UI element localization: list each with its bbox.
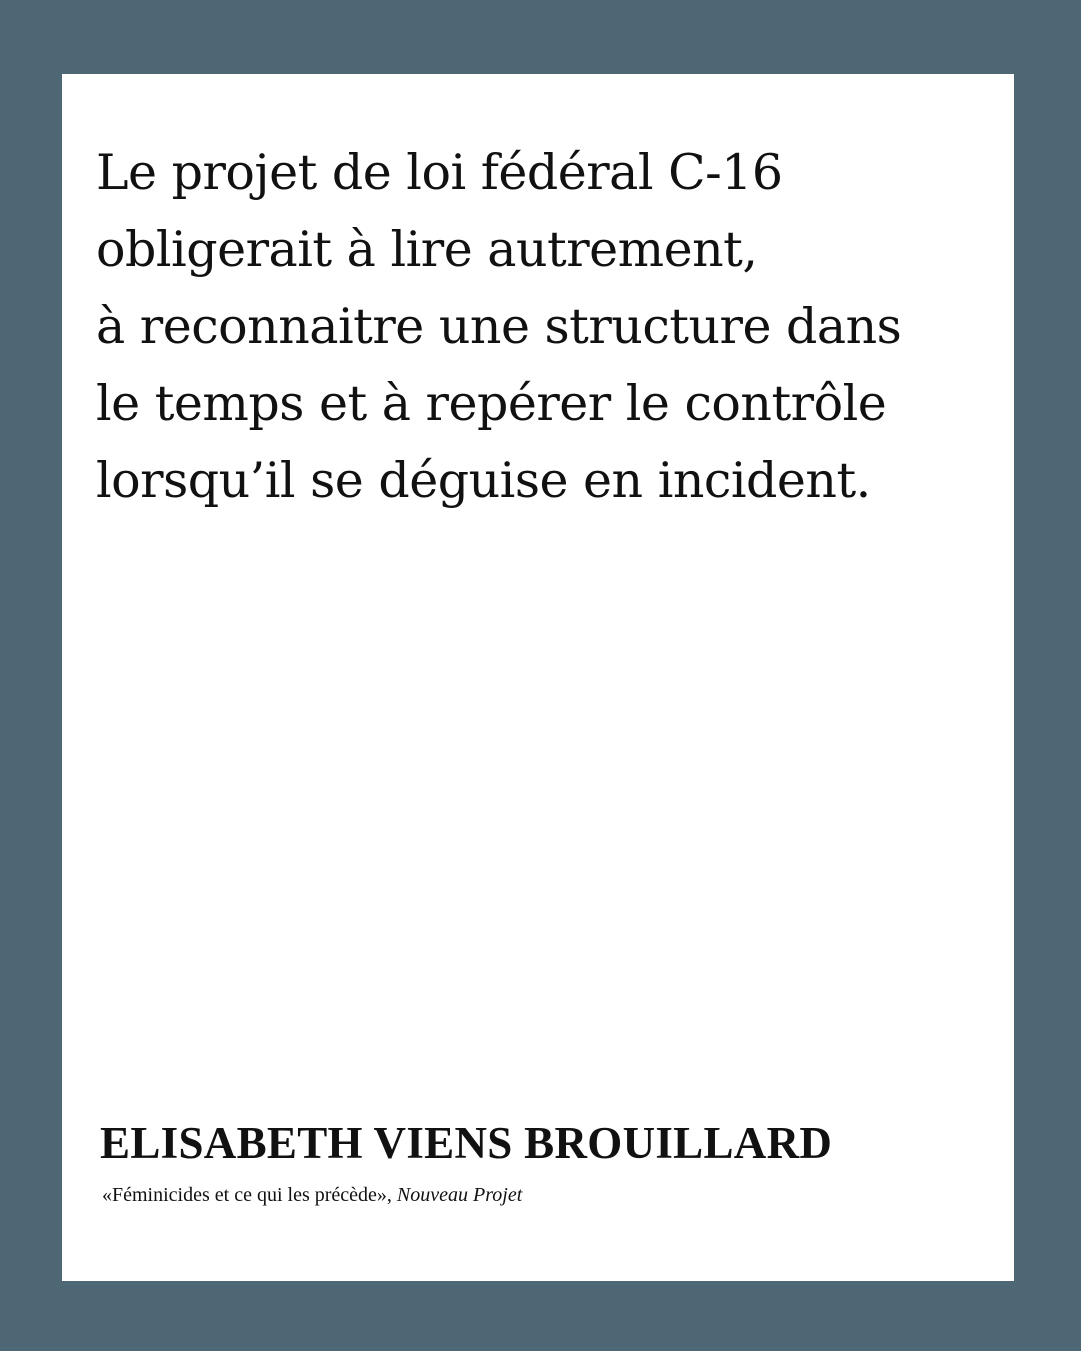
- quote-text: [96, 134, 996, 519]
- source-citation: [102, 1182, 522, 1208]
- quote-line: le temps et à repérer le contrôle: [96, 375, 887, 432]
- quote-line: obligerait à lire autrement,: [96, 221, 758, 278]
- author-name: ELISABETH VIENS BROUILLARD: [100, 1118, 833, 1168]
- quote-line: lorsqu’il se déguise en incident.: [96, 452, 871, 509]
- publication-name: Nouveau Projet: [396, 1184, 523, 1206]
- quote-line: Le projet de loi fédéral C-16: [96, 144, 783, 201]
- quote-line: à reconnaitre une structure dans: [96, 298, 902, 355]
- quote-card: [62, 74, 1014, 1281]
- article-title: «Féminicides et ce qui les précède»,: [102, 1184, 392, 1206]
